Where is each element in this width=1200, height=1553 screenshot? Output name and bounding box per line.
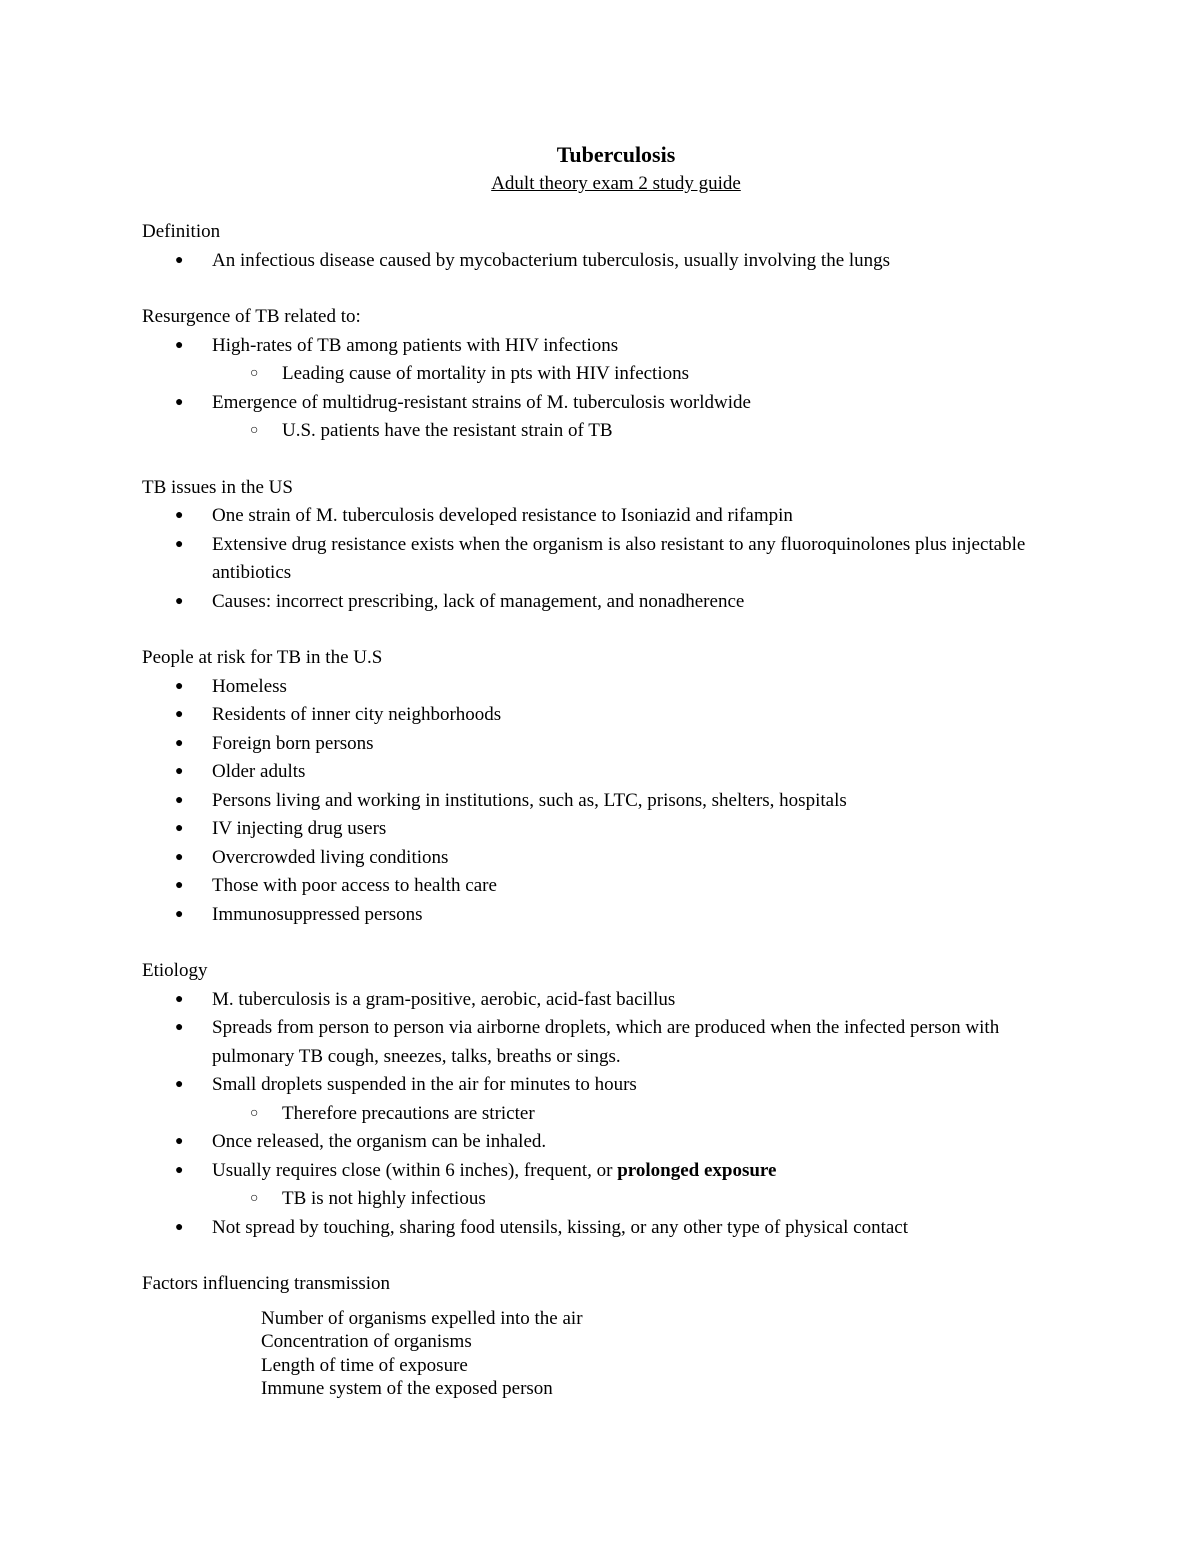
hollow-bullet-icon: ○: [250, 1105, 259, 1121]
bullet-icon: ●: [175, 678, 184, 694]
list-item: ● Not spread by touching, sharing food utensils, kissing, or any other type of physical contact: [142, 1214, 1062, 1243]
sub-list-item: ○ U.S. patients have the resistant strain of TB: [212, 417, 1062, 446]
list-item: ● Residents of inner city neighborhoods: [142, 701, 1062, 730]
bullet-list: [142, 673, 1062, 930]
sub-bullet-list: [212, 360, 1062, 389]
bullet-icon: ●: [175, 252, 184, 268]
sub-bullet-list: [212, 1100, 1062, 1129]
bullet-icon: ●: [175, 792, 184, 808]
list-item: ● IV injecting drug users: [142, 815, 1062, 844]
bullet-list: [142, 502, 1062, 616]
bullet-icon: ●: [175, 821, 184, 836]
bullet-icon: ●: [175, 337, 184, 353]
hollow-bullet-icon: ○: [250, 423, 259, 438]
factor-item: Length of time of exposure: [261, 1354, 468, 1376]
section-issues: [142, 474, 1062, 617]
list-item: ● Emergence of multidrug-resistant strains of M. tuberculosis worldwide ○ U.S. patients have the resistant strain of TB: [142, 389, 1062, 446]
bullet-icon: ●: [175, 1162, 184, 1178]
sub-list-item: ○ TB is not highly infectious: [212, 1185, 1062, 1214]
hollow-bullet-icon: ○: [250, 1191, 259, 1206]
factor-item: Immune system of the exposed person: [261, 1378, 553, 1399]
bullet-list: [142, 332, 1062, 446]
bullet-icon: ●: [175, 1020, 184, 1035]
list-item: ● Persons living and working in institutions, such as, LTC, prisons, shelters, hospitals: [142, 787, 1062, 816]
section-heading: Etiology: [142, 960, 208, 981]
list-item: ● Overcrowded living conditions: [142, 844, 1062, 873]
bullet-icon: ●: [175, 508, 184, 523]
bullet-icon: ●: [175, 394, 184, 410]
list-item: ● Immunosuppressed persons: [142, 901, 1062, 930]
list-item: ● Extensive drug resistance exists when the organism is also resistant to any fluoroquinolones plus injectable antibiotics: [142, 531, 1062, 588]
list-item: ● Homeless: [142, 673, 1062, 702]
factor-list: [142, 1307, 1062, 1401]
bullet-icon: ●: [175, 991, 184, 1007]
factor-item: Concentration of organisms: [261, 1331, 472, 1352]
document-title: Tuberculosis: [556, 142, 676, 167]
emphasis-text: prolonged exposure: [617, 1159, 777, 1181]
factor-item: Number of organisms expelled into the air: [261, 1307, 583, 1329]
bullet-icon: ●: [175, 735, 184, 751]
list-item: ● Small droplets suspended in the air for minutes to hours ○ Therefore precautions are stricter: [142, 1071, 1062, 1128]
list-item: ● Those with poor access to health care: [142, 872, 1062, 901]
bullet-icon: ●: [175, 1134, 184, 1149]
list-item: ● An infectious disease caused by mycobacterium tuberculosis, usually involving the lungs: [142, 247, 1062, 276]
bullet-icon: ●: [175, 707, 184, 722]
bullet-list: [142, 247, 1062, 276]
list-item: ● Foreign born persons: [142, 730, 1062, 759]
hollow-bullet-icon: ○: [250, 366, 259, 381]
list-item: ● High-rates of TB among patients with HIV infections ○ Leading cause of mortality in pts with HIV infections: [142, 332, 1062, 389]
section-risk: [142, 644, 1062, 929]
sub-bullet-list: [212, 1185, 1062, 1214]
document-subtitle: Adult theory exam 2 study guide: [491, 173, 741, 194]
section-heading: Definition: [142, 221, 221, 242]
sub-list-item: ○ Therefore precautions are stricter: [212, 1100, 1062, 1129]
list-item: ● Spreads from person to person via airborne droplets, which are produced when the infected person with pulmonary TB cough, sneezes, talks, breaths or sings.: [142, 1014, 1062, 1071]
section-heading: People at risk for TB in the U.S: [142, 647, 383, 668]
bullet-icon: ●: [175, 878, 184, 893]
list-item: ● Once released, the organism can be inhaled.: [142, 1128, 1062, 1157]
bullet-icon: ●: [175, 906, 184, 922]
document-page: [142, 140, 1062, 1429]
bullet-icon: ●: [175, 1077, 184, 1092]
list-item: ● Usually requires close (within 6 inches), frequent, or prolonged exposure ○ TB is not highly infectious: [142, 1157, 1062, 1214]
section-heading: Factors influencing transmission: [142, 1273, 391, 1294]
list-item: ● Older adults: [142, 758, 1062, 787]
section-definition: [142, 218, 1062, 275]
section-factors: [142, 1270, 1062, 1401]
sub-bullet-list: [212, 417, 1062, 446]
bullet-icon: ●: [175, 593, 184, 609]
list-item: ● One strain of M. tuberculosis developed resistance to Isoniazid and rifampin: [142, 502, 1062, 531]
list-item: ● M. tuberculosis is a gram-positive, aerobic, acid-fast bacillus: [142, 986, 1062, 1015]
section-heading: TB issues in the US: [142, 476, 293, 498]
bullet-icon: ●: [175, 1219, 184, 1235]
bullet-icon: ●: [175, 849, 184, 865]
section-resurgence: [142, 303, 1062, 446]
section-etiology: [142, 957, 1062, 1242]
list-item: ● Causes: incorrect prescribing, lack of management, and nonadherence: [142, 588, 1062, 617]
sub-list-item: ○ Leading cause of mortality in pts with HIV infections: [212, 360, 1062, 389]
section-heading: Resurgence of TB related to:: [142, 306, 361, 327]
bullet-icon: ●: [175, 764, 184, 779]
bullet-list: [142, 986, 1062, 1243]
bullet-icon: ●: [175, 536, 184, 552]
